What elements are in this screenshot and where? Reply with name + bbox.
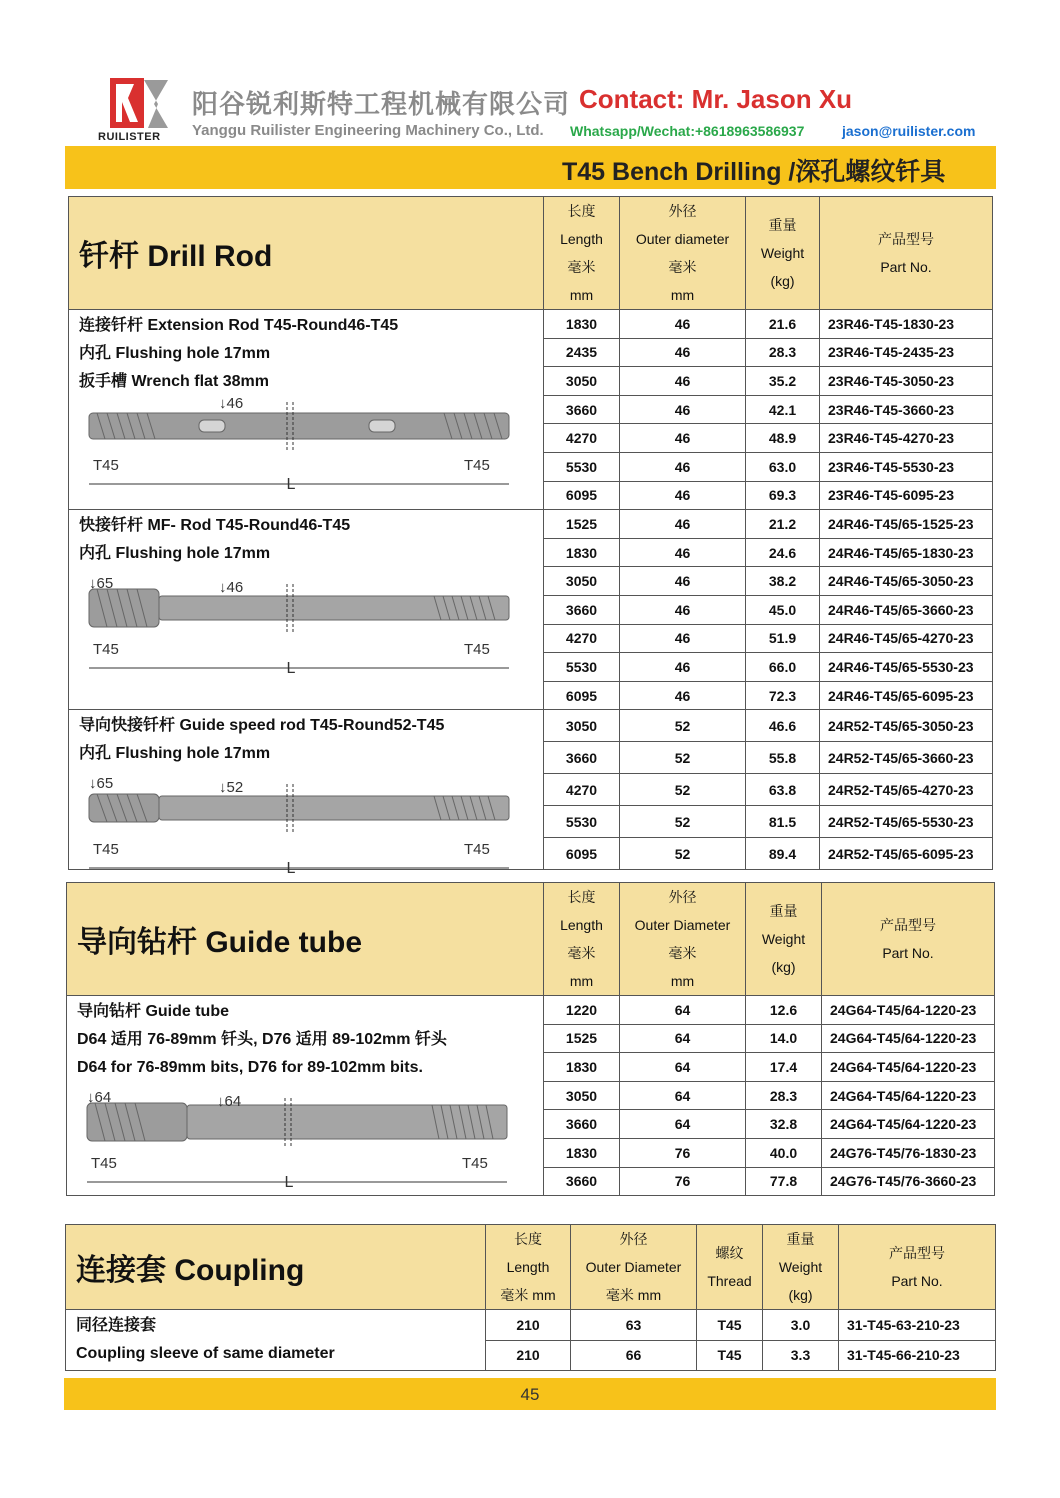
whatsapp-contact[interactable]: Whatsapp/Wechat:+8618963586937: [570, 123, 805, 139]
cell-part: 24R46-T45/65-3050-23: [820, 567, 993, 596]
description-line: 扳手槽 Wrench flat 38mm: [79, 373, 269, 390]
cell-length: 1220: [544, 996, 620, 1025]
cell-length: 1830: [544, 538, 620, 567]
cell-part: 24R52-T45/65-4270-23: [820, 774, 993, 806]
cell-length: 210: [486, 1310, 571, 1341]
length-label: L: [286, 476, 296, 493]
guide-tube-description: [67, 996, 544, 1196]
description-line: 导向钻杆 Guide tube: [77, 1003, 230, 1020]
cell-part: 24R46-T45/65-6095-23: [820, 681, 993, 710]
cell-part: 23R46-T45-3660-23: [820, 395, 993, 424]
company-name-en: Yanggu Ruilister Engineering Machinery Co., Ltd.: [192, 122, 544, 139]
cell-od: 46: [620, 367, 746, 396]
cell-od: 46: [620, 310, 746, 339]
cell-od: 46: [620, 681, 746, 710]
cell-length: 2435: [544, 338, 620, 367]
cell-weight: 28.3: [746, 338, 820, 367]
cp-od-header: 外径 Outer Diameter 毫米 mm: [571, 1225, 697, 1310]
gt-length-header: 长度 Length 毫米 mm: [544, 883, 620, 996]
cell-part: 24G64-T45/64-1220-23: [822, 1110, 995, 1139]
cell-weight: 55.8: [746, 742, 820, 774]
cell-part: 23R46-T45-3050-23: [820, 367, 993, 396]
cell-od: 46: [620, 595, 746, 624]
left-thread-label: T45: [91, 1155, 117, 1172]
cell-od: 64: [620, 1081, 746, 1110]
sleeve-diameter-label: ↓64: [87, 1089, 112, 1106]
cell-part: 23R46-T45-2435-23: [820, 338, 993, 367]
cell-weight: 63.0: [746, 452, 820, 481]
cell-od: 66: [571, 1340, 697, 1371]
right-thread-label: T45: [462, 1155, 488, 1172]
cell-part: 24G64-T45/64-1220-23: [822, 1081, 995, 1110]
cell-od: 64: [620, 1024, 746, 1053]
cell-weight: 24.6: [746, 538, 820, 567]
cell-weight: 46.6: [746, 710, 820, 742]
cell-part: 24R46-T45/65-1525-23: [820, 510, 993, 539]
cell-od: 52: [620, 806, 746, 838]
cell-length: 3660: [544, 595, 620, 624]
cell-weight: 40.0: [746, 1138, 822, 1167]
cell-length: 1525: [544, 510, 620, 539]
cell-thread: T45: [697, 1340, 763, 1371]
cell-od: 52: [620, 774, 746, 806]
table-row: [69, 510, 993, 539]
description-line: 内孔 Flushing hole 17mm: [79, 545, 271, 563]
length-label: L: [286, 860, 296, 878]
cell-part: 23R46-T45-1830-23: [820, 310, 993, 339]
cell-part: 23R46-T45-4270-23: [820, 424, 993, 453]
cell-od: 63: [571, 1310, 697, 1341]
company-logo: [108, 76, 174, 132]
cell-part: 24G64-T45/64-1220-23: [822, 1024, 995, 1053]
part-no-header: 产品型号 Part No.: [820, 197, 993, 310]
cell-weight: 3.3: [763, 1340, 839, 1371]
cell-part: 24R52-T45/65-3660-23: [820, 742, 993, 774]
cell-thread: T45: [697, 1310, 763, 1341]
cell-length: 3050: [544, 710, 620, 742]
cell-weight: 14.0: [746, 1024, 822, 1053]
cell-weight: 42.1: [746, 395, 820, 424]
rod-diagram: [77, 1082, 517, 1191]
cell-od: 46: [620, 395, 746, 424]
rod-description: [69, 710, 544, 878]
cp-thread-header: 螺纹 Thread: [697, 1225, 763, 1310]
cell-length: 3660: [544, 1110, 620, 1139]
cell-part: 24R52-T45/65-6095-23: [820, 838, 993, 870]
cell-weight: 69.3: [746, 481, 820, 510]
rod-description: [69, 310, 544, 510]
cell-length: 1830: [544, 1053, 620, 1082]
cell-od: 64: [620, 996, 746, 1025]
page-number: 45: [520, 1385, 540, 1404]
cell-length: 4270: [544, 624, 620, 653]
cell-part: 24R46-T45/65-4270-23: [820, 624, 993, 653]
cell-part: 23R46-T45-5530-23: [820, 452, 993, 481]
rod-diagram: [79, 568, 519, 678]
cell-length: 6095: [544, 481, 620, 510]
cell-od: 46: [620, 481, 746, 510]
cell-length: 3050: [544, 567, 620, 596]
cell-length: 6095: [544, 838, 620, 870]
cell-od: 46: [620, 338, 746, 367]
cell-length: 5530: [544, 653, 620, 682]
cell-part: 31-T45-66-210-23: [839, 1340, 996, 1371]
cell-weight: 21.6: [746, 310, 820, 339]
table-row: [67, 996, 995, 1025]
cell-od: 46: [620, 624, 746, 653]
cell-weight: 35.2: [746, 367, 820, 396]
cell-length: 1525: [544, 1024, 620, 1053]
diameter-label: ↓46: [219, 395, 244, 412]
cell-weight: 63.8: [746, 774, 820, 806]
sleeve-diameter-label: ↓65: [89, 575, 114, 593]
description-line: 同径连接套: [76, 1317, 157, 1334]
cell-od: 76: [620, 1138, 746, 1167]
company-name-cn: 阳谷锐利斯特工程机械有限公司: [192, 89, 571, 119]
cell-length: 210: [486, 1340, 571, 1371]
cell-part: 24G76-T45/76-3660-23: [822, 1167, 995, 1196]
cell-length: 4270: [544, 424, 620, 453]
cell-od: 46: [620, 510, 746, 539]
length-header: 长度 Length 毫米 mm: [544, 197, 620, 310]
cell-length: 3660: [544, 395, 620, 424]
contact-name: Contact: Mr. Jason Xu: [579, 84, 853, 114]
cell-length: 1830: [544, 1138, 620, 1167]
page-title: T45 Bench Drilling /深孔螺纹钎具: [562, 158, 946, 186]
cell-length: 6095: [544, 681, 620, 710]
cell-weight: 38.2: [746, 567, 820, 596]
sleeve-diameter-label: ↓65: [89, 775, 114, 793]
coupling-description: [66, 1310, 486, 1371]
cell-part: 24R52-T45/65-3050-23: [820, 710, 993, 742]
cell-weight: 66.0: [746, 653, 820, 682]
left-thread-label: T45: [93, 641, 119, 659]
cell-length: 5530: [544, 806, 620, 838]
drill-rod-title: 钎杆 Drill Rod: [69, 197, 544, 310]
cell-od: 46: [620, 567, 746, 596]
cell-od: 52: [620, 710, 746, 742]
length-label: L: [286, 660, 296, 678]
cell-od: 46: [620, 538, 746, 567]
cell-part: 24G64-T45/64-1220-23: [822, 1053, 995, 1082]
cell-weight: 17.4: [746, 1053, 822, 1082]
coupling-title: 连接套 Coupling: [66, 1225, 486, 1310]
guide-tube-title: 导向钻杆 Guide tube: [67, 883, 544, 996]
cell-od: 76: [620, 1167, 746, 1196]
drill-rod-table: [68, 196, 993, 878]
length-label: L: [284, 1174, 294, 1191]
cell-part: 23R46-T45-6095-23: [820, 481, 993, 510]
cell-od: 46: [620, 452, 746, 481]
coupling-table: [65, 1224, 996, 1371]
gt-od-header: 外径 Outer Diameter 毫米 mm: [620, 883, 746, 996]
cell-weight: 21.2: [746, 510, 820, 539]
gt-part-header: 产品型号 Part No.: [822, 883, 995, 996]
guide-tube-table: [66, 882, 995, 1196]
cell-weight: 77.8: [746, 1167, 822, 1196]
table-row: [66, 1310, 996, 1341]
description-line: 内孔 Flushing hole 17mm: [79, 345, 271, 362]
cell-od: 52: [620, 838, 746, 870]
right-thread-label: T45: [464, 841, 490, 859]
cell-length: 1830: [544, 310, 620, 339]
cell-weight: 89.4: [746, 838, 820, 870]
table-row: [69, 310, 993, 339]
cell-weight: 32.8: [746, 1110, 822, 1139]
diameter-label: ↓64: [217, 1093, 242, 1110]
description-line: 导向快接钎杆 Guide speed rod T45-Round52-T45: [79, 717, 445, 735]
cell-weight: 72.3: [746, 681, 820, 710]
description-line: D64 适用 76-89mm 钎头, D76 适用 89-102mm 钎头: [77, 1031, 447, 1048]
cell-weight: 48.9: [746, 424, 820, 453]
cell-weight: 45.0: [746, 595, 820, 624]
cp-weight-header: 重量 Weight (kg): [763, 1225, 839, 1310]
cell-length: 3050: [544, 367, 620, 396]
cell-part: 31-T45-63-210-23: [839, 1310, 996, 1341]
cell-part: 24R46-T45/65-3660-23: [820, 595, 993, 624]
gt-weight-header: 重量 Weight (kg): [746, 883, 822, 996]
cell-weight: 28.3: [746, 1081, 822, 1110]
cell-part: 24G64-T45/64-1220-23: [822, 996, 995, 1025]
right-thread-label: T45: [464, 641, 490, 659]
cell-od: 46: [620, 653, 746, 682]
description-line: 连接钎杆 Extension Rod T45-Round46-T45: [79, 317, 399, 334]
cell-length: 3050: [544, 1081, 620, 1110]
cp-part-header: 产品型号 Part No.: [839, 1225, 996, 1310]
description-line: 内孔 Flushing hole 17mm: [79, 745, 271, 763]
cell-part: 24R46-T45/65-5530-23: [820, 653, 993, 682]
left-thread-label: T45: [93, 457, 119, 474]
description-line: D64 for 76-89mm bits, D76 for 89-102mm bits.: [77, 1059, 423, 1076]
cell-od: 64: [620, 1053, 746, 1082]
left-thread-label: T45: [93, 841, 119, 859]
right-thread-label: T45: [464, 457, 490, 474]
diameter-label: ↓46: [219, 579, 244, 597]
cell-length: 3660: [544, 742, 620, 774]
cp-length-header: 长度 Length 毫米 mm: [486, 1225, 571, 1310]
rod-diagram: [79, 768, 519, 878]
cell-od: 52: [620, 742, 746, 774]
rod-description: [69, 510, 544, 710]
weight-header: 重量 Weight (kg): [746, 197, 820, 310]
email-link[interactable]: jason@ruilister.com: [842, 123, 976, 139]
cell-part: 24R52-T45/65-5530-23: [820, 806, 993, 838]
cell-weight: 12.6: [746, 996, 822, 1025]
outer-diameter-header: 外径 Outer diameter 毫米 mm: [620, 197, 746, 310]
cell-part: 24R46-T45/65-1830-23: [820, 538, 993, 567]
cell-weight: 51.9: [746, 624, 820, 653]
cell-od: 46: [620, 424, 746, 453]
cell-length: 5530: [544, 452, 620, 481]
diameter-label: ↓52: [219, 779, 244, 797]
logo-text: RUILISTER: [98, 131, 161, 143]
description-line: 快接钎杆 MF- Rod T45-Round46-T45: [79, 517, 351, 535]
cell-length: 3660: [544, 1167, 620, 1196]
cell-weight: 3.0: [763, 1310, 839, 1341]
cell-od: 64: [620, 1110, 746, 1139]
cell-weight: 81.5: [746, 806, 820, 838]
description-line: Coupling sleeve of same diameter: [76, 1345, 335, 1362]
rod-diagram: [79, 395, 519, 493]
table-row: [69, 710, 993, 742]
cell-length: 4270: [544, 774, 620, 806]
cell-part: 24G76-T45/76-1830-23: [822, 1138, 995, 1167]
